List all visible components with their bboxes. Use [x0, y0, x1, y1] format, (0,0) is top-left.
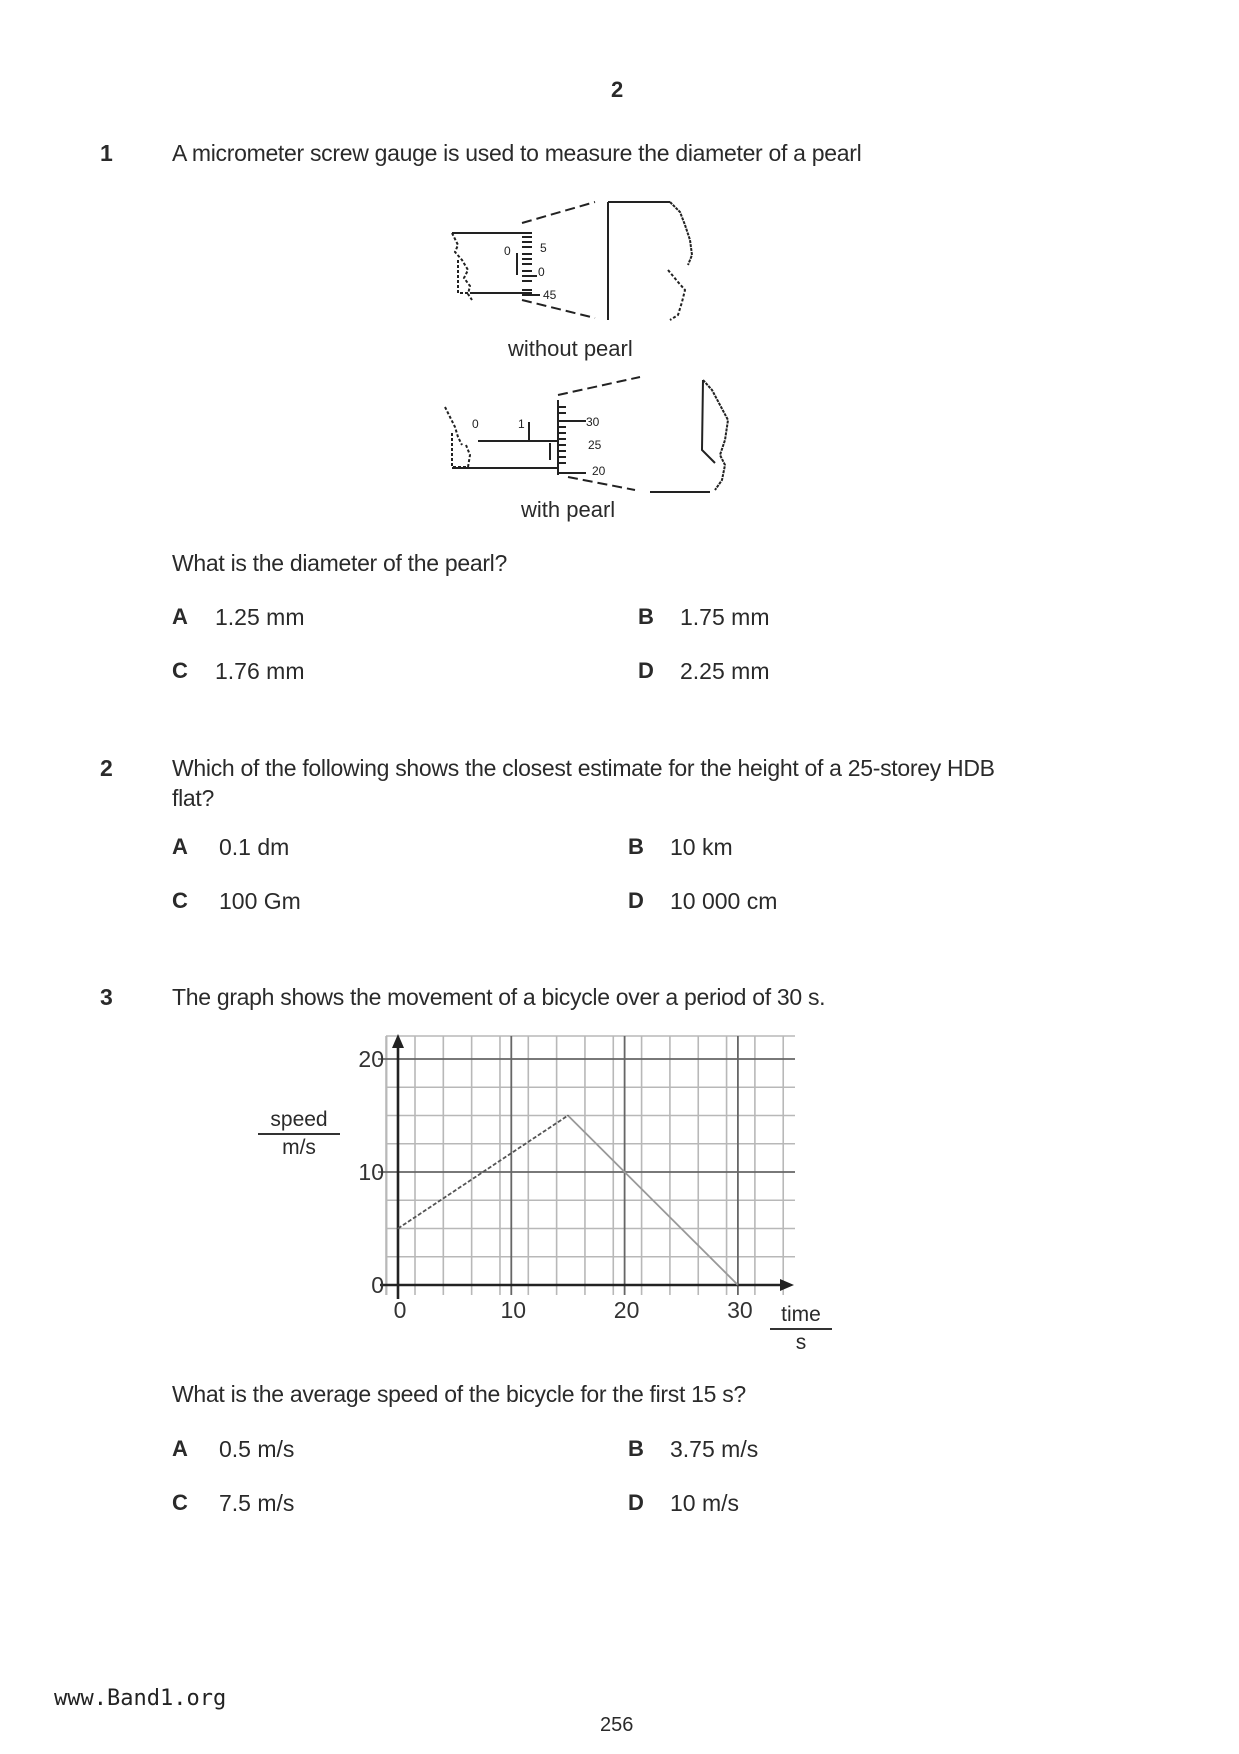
figure-caption: without pearl [508, 336, 633, 361]
question-stem: A micrometer screw gauge is used to measure the diameter of a pearl [172, 140, 862, 166]
grid-minor [386, 1036, 795, 1295]
sleeve-label: 1 [518, 417, 525, 431]
option-letter: D [638, 658, 654, 683]
option-letter: C [172, 1490, 188, 1515]
option-value: 1.75 mm [680, 604, 770, 630]
x-axis-label-unit: s [795, 1331, 807, 1354]
x-tick-label: 30 [727, 1297, 753, 1323]
option-letter: B [628, 1436, 644, 1461]
option-letter: D [628, 888, 644, 913]
option-value: 10 000 cm [670, 888, 778, 914]
sleeve-label: 0 [472, 417, 479, 431]
option-letter: A [172, 834, 188, 859]
option-value: 10 km [670, 834, 733, 860]
data-point [567, 1115, 569, 1117]
option-value: 2.25 mm [680, 658, 770, 684]
y-tick-label: 10 [358, 1159, 384, 1185]
option-letter: A [172, 1436, 188, 1461]
x-tick-label: 20 [613, 1297, 640, 1323]
option-letter: C [172, 888, 188, 913]
thimble-label: 30 [586, 415, 600, 429]
option-value: 7.5 m/s [219, 1490, 295, 1516]
figure-caption: with pearl [521, 497, 616, 522]
thimble-label: 20 [592, 464, 606, 478]
question-prompt: What is the average speed of the bicycle for the first 15 s? [172, 1381, 746, 1407]
question-number: 3 [100, 984, 113, 1010]
x-axis-label [770, 1303, 832, 1355]
x-tick-label: 10 [500, 1297, 527, 1323]
option-letter: B [638, 604, 654, 629]
x-tick-label: 0 [393, 1297, 407, 1323]
footer-url: www.Band1.org [54, 1686, 227, 1711]
option-value: 100 Gm [219, 888, 301, 914]
question-stem: Which of the following shows the closest estimate for the height of a 25-storey HDB [172, 755, 995, 781]
sleeve-label: 0 [504, 244, 511, 258]
x-axis-label-quantity: time [770, 1303, 832, 1330]
thimble-label: 45 [543, 288, 557, 302]
y-tick-label: 20 [358, 1046, 384, 1072]
option-letter: A [172, 604, 188, 629]
option-letter: C [172, 658, 188, 683]
question-number: 2 [100, 755, 113, 781]
option-value: 0.1 dm [219, 834, 290, 860]
option-value: 0.5 m/s [219, 1436, 295, 1462]
option-value: 1.76 mm [215, 658, 305, 684]
page-number: 2 [611, 77, 624, 102]
question-stem: The graph shows the movement of a bicycle over a period of 30 s. [172, 984, 826, 1010]
question-stem-continued: flat? [172, 785, 214, 811]
x-axis-arrow-icon [780, 1279, 794, 1291]
data-point [397, 1228, 399, 1230]
question-prompt: What is the diameter of the pearl? [172, 550, 507, 576]
option-value: 1.25 mm [215, 604, 305, 630]
y-axis-label-unit: m/s [282, 1136, 316, 1159]
y-axis-label-quantity: speed [258, 1108, 340, 1135]
thimble-label: 25 [588, 438, 602, 452]
option-letter: D [628, 1490, 644, 1515]
thimble-label: 5 [540, 241, 547, 255]
y-tick-label: 0 [371, 1272, 384, 1298]
y-axis-label [258, 1108, 340, 1160]
question-number: 1 [100, 140, 113, 166]
thimble-label: 0 [538, 265, 545, 279]
option-letter: B [628, 834, 644, 859]
footer-page-number: 256 [600, 1714, 634, 1736]
data-point [737, 1284, 739, 1286]
option-value: 3.75 m/s [670, 1436, 759, 1462]
option-value: 10 m/s [670, 1490, 740, 1516]
axes [380, 1034, 794, 1299]
